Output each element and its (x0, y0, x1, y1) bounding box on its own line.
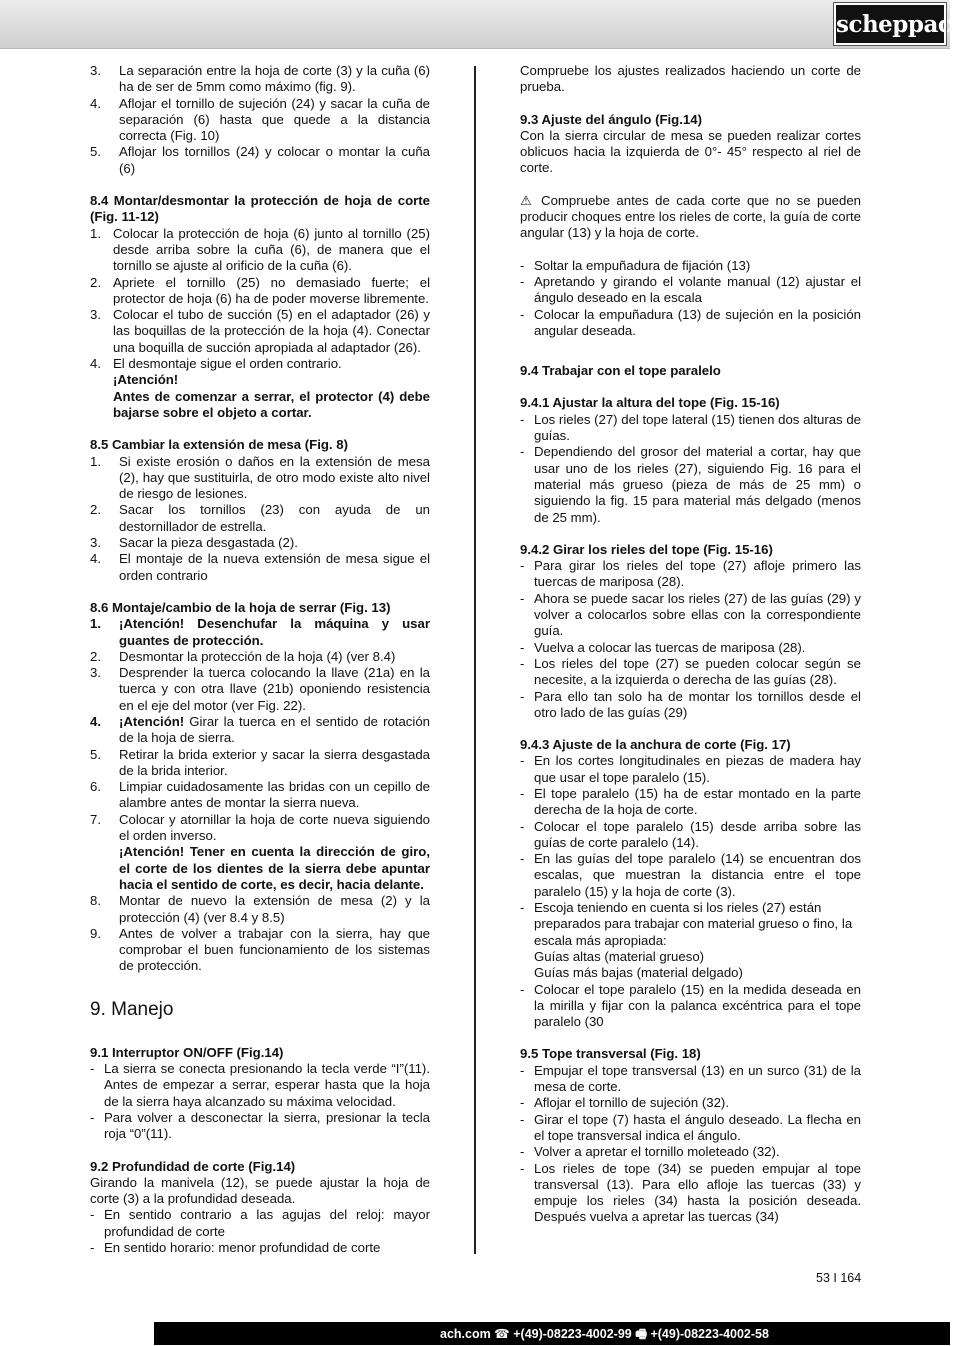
footer-bar (0, 1322, 950, 1345)
list-item: 4. ¡Atención! Girar la tuerca en el sentido de rotación de la hoja de sierra. (90, 713, 430, 746)
list-item: - Colocar el tope paralelo (15) en la medida deseada en la mirilla y fijar con la palanca excéntrica para el tope paralelo (30 (520, 981, 861, 1030)
list-item: - La sierra se conecta presionando la tecla verde “I”(11). Antes de empezar a serrar, esperar hasta que la hoja de la sierra haya alcanzado su máxima velocidad. (90, 1061, 430, 1109)
list-item: 1. ¡Atención! Desenchufar la máquina y usar guantes de protección. (90, 616, 430, 648)
scheppach-logo: scheppach (834, 3, 946, 45)
list-item: - Volver a apretar el tornillo moleteado (32). (520, 1144, 780, 1160)
footer-gap (0, 1322, 154, 1345)
paragraph: Compruebe los ajustes realizados haciendo un corte de prueba. (520, 63, 861, 95)
list-item: - Ahora se puede sacar los rieles (27) de las guías (29) y volver a colocarlos sobre ellas con la correspondiente guía. (520, 590, 861, 639)
column-divider (474, 66, 476, 1254)
list-item: - Vuelva a colocar las tuercas de mariposa (28). (520, 639, 806, 655)
list-item: 3. Desprender la tuerca colocando la llave (21a) en la tuerca y con otra llave (21b) oponiendo resistencia en el eje del motor (ver Fig. 22). (90, 665, 430, 713)
section-heading-9-2: 9.2 Profundidad de corte (Fig.14) (90, 1158, 296, 1174)
section-heading-9-3: 9.3 Ajuste del ángulo (Fig.14) (520, 111, 702, 127)
page-number: 53 I 164 (816, 1271, 862, 1285)
list-item: 1. Colocar la protección de hoja (6) junto al tornillo (25) desde arriba sobre la cuña (6), de manera que el tornillo se ajuste al orificio de la cuña (6). (90, 225, 430, 274)
list-item: 4. El montaje de la nueva extensión de mesa sigue el orden contrario (90, 551, 430, 583)
warning-triangle-icon: ⚠ (520, 192, 535, 208)
section-heading-8-6: 8.6 Montaje/cambio de la hoja de serrar (Fig. 13) (90, 599, 391, 615)
list-item: - Los rieles (27) del tope lateral (15) tienen dos alturas de guías. (520, 411, 861, 444)
left-column (90, 63, 430, 1256)
list-item: 1. Si existe erosión o daños en la extensión de mesa (2), hay que sustituirla, de otro modo existe alto nivel de riesgo de lesiones. (90, 453, 430, 502)
list-item: - Escoja teniendo en cuenta si los rieles (27) están preparados para trabajar con material grueso o fino, la escala más apropiada: (520, 900, 853, 948)
list-item: 9. Antes de volver a trabajar con la sierra, hay que comprobar el buen funcionamiento de los sistemas de protección. (90, 925, 430, 974)
list-item: 2. Apriete el tornillo (25) no demasiado fuerte; el protector de hoja (6) ha de poder moverse libremente. (90, 274, 430, 306)
warning-title: ¡Atención! (113, 372, 179, 388)
list-item: - Apretando y girando el volante manual (12) ajustar el ángulo deseado en la escala (520, 273, 861, 306)
list-item: - En los cortes longitudinales en piezas de madera hay que usar el tope paralelo (15). (520, 753, 861, 785)
section-heading-9-4-1: 9.4.1 Ajustar la altura del tope (Fig. 15-16) (520, 395, 780, 411)
list-item: 4. El desmontaje sigue el orden contrario. (90, 356, 342, 372)
section-heading-8-4: 8.4 Montar/desmontar la protección de hoja de corte (Fig. 11-12) (90, 193, 430, 225)
list-item: - Los rieles del tope (27) se pueden colocar según se necesite, a la izquierda o derecha de las guías (28). (520, 655, 861, 688)
list-item: 7. Colocar y atornillar la hoja de corte nueva siguiendo el orden inverso. (90, 811, 430, 844)
list-item: 4. Aflojar el tornillo de sujeción (24) y sacar la cuña de separación (6) hasta que quede a la distancia correcta (Fig. 10) (90, 95, 430, 144)
section-heading-9-4: 9.4 Trabajar con el tope paralelo (520, 363, 721, 379)
list-item: - En las guías del tope paralelo (14) se encuentran dos escalas, que muestran la distancia entre el tope paralelo (15) y la hoja de corte (3). (520, 851, 861, 899)
right-column (520, 63, 861, 1226)
list-item: - En sentido contrario a las agujas del reloj: mayor profundidad de corte (90, 1207, 430, 1239)
section-heading-9-4-2: 9.4.2 Girar los rieles del tope (Fig. 15-16) (520, 541, 773, 557)
warning-text: Antes de comenzar a serrar, el protector (4) debe bajarse sobre el objeto a cortar. (113, 388, 430, 420)
warning-text: ¡Atención! Tener en cuenta la dirección de giro, el corte de los dientes de la sierra debe apuntar hacia el sentido de corte, es decir, hacia delante. (119, 844, 430, 892)
list-item: 2. Desmontar la protección de la hoja (4) (ver 8.4) (90, 648, 396, 664)
paragraph: Girando la manivela (12), se puede ajustar la hoja de corte (3) a la profundidad deseada. (90, 1174, 430, 1207)
list-item: - Dependiendo del grosor del material a cortar, hay que usar uno de los rieles (27), siguiendo Fig. 16 para el material más grueso (pieza de más de 25 mm) o siguiendo la fig. 15 para material más delgado (menos de 25 mm). (520, 444, 861, 525)
scale-option: Guías altas (material grueso) (534, 948, 705, 964)
list-item: 6. Limpiar cuidadosamente las bridas con un cepillo de alambre antes de montar la sierra nueva. (90, 779, 430, 811)
section-heading-9-4-3: 9.4.3 Ajuste de la anchura de corte (Fig. 17) (520, 737, 791, 753)
scale-option: Guías más bajas (material delgado) (534, 965, 743, 981)
warning-paragraph: ⚠ Compruebe antes de cada corte que no se pueden producir choques entre los rieles de corte, la guía de corte angular (13) y la hoja de corte. (520, 192, 861, 241)
list-item: - Los rieles de tope (34) se pueden empujar al tope transversal (13). Para ello afloje las tuercas (33) y empuje los rieles (34) hasta la posición deseada. Después vuelva a apretar las tuercas (34) (520, 1160, 861, 1225)
list-item: 5. Retirar la brida exterior y sacar la sierra desgastada de la brida interior. (90, 746, 430, 778)
list-item: - Colocar el tope paralelo (15) desde arriba sobre las guías de corte paralelo (14). (520, 818, 861, 850)
list-8-3-continued (90, 63, 430, 177)
list-item: 3. Colocar el tubo de succión (5) en el adaptador (26) y las boquillas de la protección de la hoja (4). Conectar una boquilla de succión apropiada al adaptador (26). (90, 307, 430, 355)
list-item: 5. Aflojar los tornillos (24) y colocar o montar la cuña (6) (90, 144, 430, 176)
list-item: - Para volver a desconectar la sierra, presionar la tecla roja “0”(11). (90, 1109, 430, 1142)
list-item: - En sentido horario: menor profundidad de corte (90, 1240, 381, 1255)
footer-contact: ach.com ☎ +(49)-08223-4002-99 🖷 +(49)-08223-4002-58 (440, 1327, 769, 1341)
list-item: 3. La separación entre la hoja de corte (3) y la cuña (6) ha de ser de 5mm como máximo (fig. 9). (90, 63, 430, 95)
list-item: 8. Montar de nuevo la extensión de mesa (2) y la protección (4) (ver 8.4 y 8.5) (90, 893, 430, 925)
list-item: - El tope paralelo (15) ha de estar montado en la parte derecha de la hoja de corte. (520, 785, 861, 818)
section-heading-9-5: 9.5 Tope transversal (Fig. 18) (520, 1046, 701, 1062)
list-item: 3. Sacar la pieza desgastada (2). (90, 535, 298, 551)
list-item: - Colocar la empuñadura (13) de sujeción en la posición angular deseada. (520, 306, 861, 338)
list-item: - Para girar los rieles del tope (27) afloje primero las tuercas de mariposa (28). (520, 558, 861, 590)
list-item: 2. Sacar los tornillos (23) con ayuda de un destornillador de estrella. (90, 502, 430, 534)
paragraph: Con la sierra circular de mesa se pueden realizar cortes oblicuos hacia la izquierda de 0°- 45° respecto al riel de corte. (520, 127, 861, 176)
list-item: - Soltar la empuñadura de fijación (13) (520, 257, 751, 273)
section-heading-8-5: 8.5 Cambiar la extensión de mesa (Fig. 8) (90, 437, 348, 453)
section-heading-9-1: 9.1 Interruptor ON/OFF (Fig.14) (90, 1044, 284, 1060)
list-item: - Para ello tan solo ha de montar los tornillos desde el otro lado de las guías (29) (520, 688, 861, 720)
chapter-heading-9: 9. Manejo (90, 998, 174, 1020)
list-item: - Girar el tope (7) hasta el ángulo deseado. La flecha en el tope transversal indica el ángulo. (520, 1111, 861, 1143)
list-item: - Empujar el tope transversal (13) en un surco (31) de la mesa de corte. (520, 1062, 861, 1095)
list-item: - Aflojar el tornillo de sujeción (32). (520, 1095, 729, 1111)
header-bar (0, 0, 968, 49)
